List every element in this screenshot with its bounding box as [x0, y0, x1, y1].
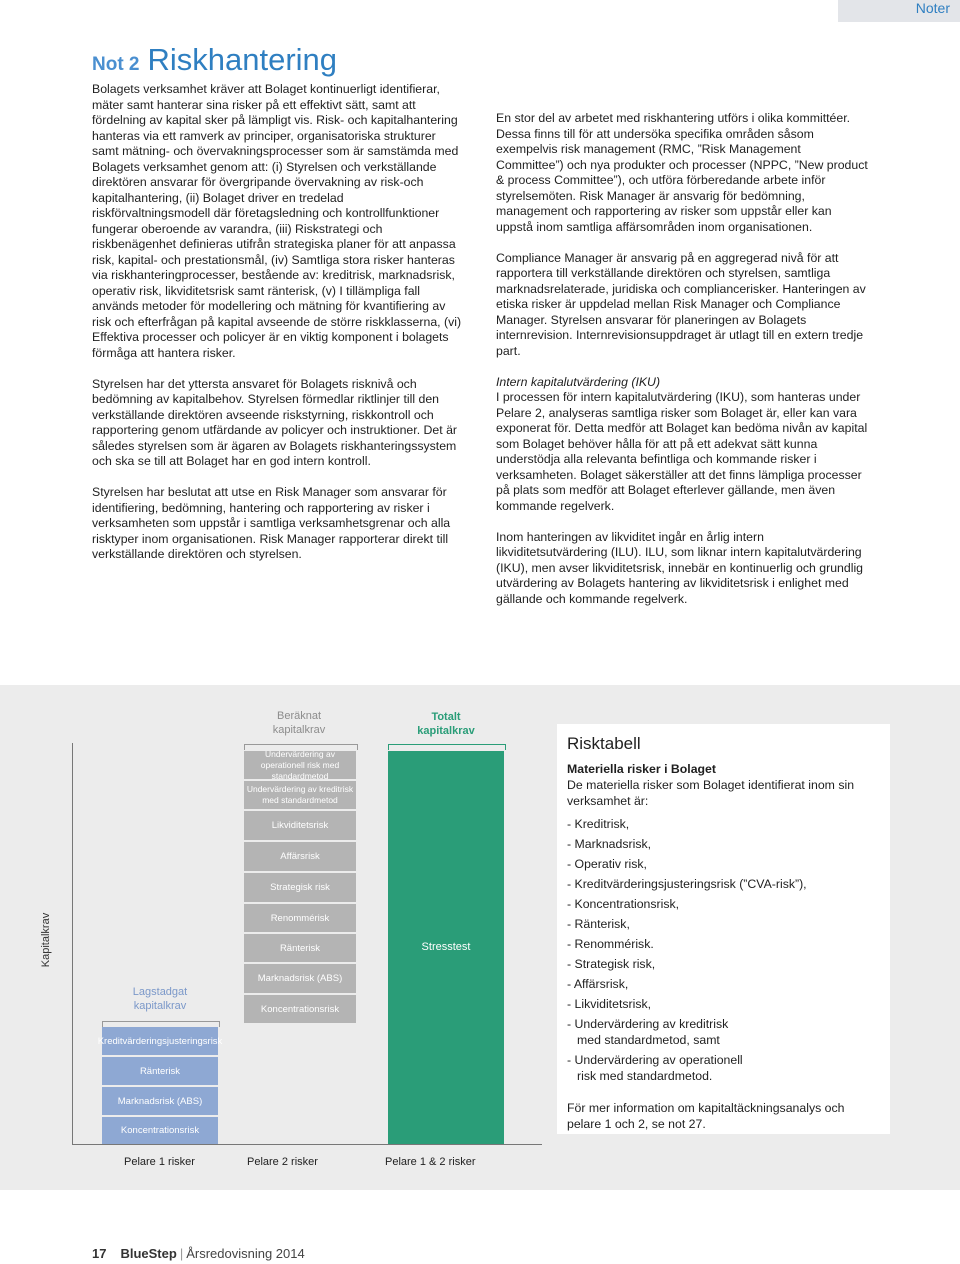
- page-footer: [92, 1246, 305, 1261]
- pelare12-label: Pelare 1 & 2 risker: [385, 1156, 476, 1168]
- paragraph: Bolagets verksamhet kräver att Bolaget kontinuerligt identifierar, mäter samt hanterar sina risker på ett effektivt sätt, samt att fördelning av kapital sker på lämpligt vis. Risk- och kapitalhantering hanteras via ett ramverk av principer, organisatoriska strukturer samt mätning- och övervakningsprocesser som är samstämda med Bolagets verksamhet genom att: (i) Styrelsen och verkställande direktören ansvarar för övergripande övervakning av risk-och kapitalhantering, (ii) Bolaget driver en tredelad riskförvaltningsmodell där företagsledning och kontrollfunktioner fungerar oberoende av varandra, (iii) Riskstrategi och riskbenägenhet definieras utifrån strategiska planer för att anpassa risk, kapital- och prestationsmål, (iv) Samtliga stora risker hanteras via riskhanteringprocesser, bestående av: kreditrisk, marknadsrisk, operativ risk, likviditetsrisk samt ränterisk, (v) I tillämpliga fall används metoder för modellering och mätning för kvantifiering av risk och efterfrågan på kapital avseende de större riskklasserna, (vi) Effektiva processer och policyer är en viktig komponent i bolagets förmåga att hantera risker.: [92, 82, 462, 360]
- pelare1-block: Ränterisk: [102, 1057, 218, 1085]
- section-tab-noter: Noter: [838, 0, 960, 22]
- list-item: - Likviditetsrisk,: [567, 997, 652, 1011]
- paragraph: Inom hanteringen av likviditet ingår en årlig intern likviditetsutvärdering (ILU). ILU, som liknar intern kapitalutvärdering (IKU), men avser likviditetsrisk, innebär en kontinuerlig och grundlig utvärdering av Bolagets hantering av likviditetsrisk i enlighet med gällande och kommande regelverk.: [496, 529, 864, 606]
- list-item: - Koncentrationsrisk,: [567, 897, 680, 911]
- publication-name: Årsredovisning 2014: [186, 1246, 305, 1261]
- list-item: - Marknadsrisk,: [567, 837, 652, 851]
- title-text: Riskhantering: [147, 42, 338, 77]
- list-item-line: - Undervärdering av kreditrisk: [567, 1017, 729, 1031]
- left-column: [92, 82, 464, 578]
- list-item: - Renommérisk.: [567, 937, 654, 951]
- right-column: [496, 111, 868, 623]
- list-item: - Operativ risk,: [567, 857, 647, 871]
- risktabell-subtitle: Materiella risker i Bolaget: [567, 762, 716, 776]
- paragraph: Compliance Manager är ansvarig på en aggregerad nivå för att rapportera till verkställande direktören och styrelsen, samtliga marknadsrelaterade, juridiska och compliancerisker. Hanteringen av etiska risker är uppdelad mellan Risk Manager och Compliance Manager. Styrelsen ansvarar för planeringen av Bolagets internrevision. Internrevisionsuppdraget är utlagt till en extern tredje part.: [496, 250, 866, 358]
- list-item: - Ränterisk,: [567, 917, 630, 931]
- total-bracket: [388, 744, 506, 750]
- stresstest-block: Stresstest: [388, 751, 504, 1144]
- pelare2-block: Strategisk risk: [244, 873, 356, 902]
- list-item-line: med standardmetod, samt: [577, 1033, 720, 1047]
- pelare2-block: Marknadsrisk (ABS): [244, 964, 356, 993]
- pelare2-label: Pelare 2 risker: [247, 1156, 318, 1168]
- iku-heading: Intern kapitalutvärdering (IKU): [496, 374, 661, 389]
- paragraph: Styrelsen har det yttersta ansvaret för Bolagets risknivå och bedömning av kapitalbehov. Styrelsen förmedlar riktlinjer till den verkställande direktören avseende riskstyrning, riskkontroll och rapportering genom utfärdande av policyer och instruktioner. Det är således styrelsen som är ägaren av Bolagets riskhanteringssystem och ska se till att Bolaget har en god intern kontroll.: [92, 376, 458, 468]
- pelare2-block: Ränterisk: [244, 934, 356, 962]
- pelare1-block: Marknadsrisk (ABS): [102, 1087, 218, 1115]
- note-number: Not 2: [92, 54, 140, 75]
- risktabell-title: Risktabell: [567, 734, 641, 753]
- page-number: 17: [92, 1246, 107, 1261]
- list-item: - Strategisk risk,: [567, 957, 656, 971]
- pelare2-block: Likviditetsrisk: [244, 811, 356, 840]
- list-item-line: risk med standardmetod.: [577, 1069, 713, 1083]
- pelare2-block: Undervärdering av kreditrisk med standardmetod: [244, 781, 356, 809]
- paragraph: Styrelsen har beslutat att utse en Risk Manager som ansvarar för identifiering, bedömning, hantering och rapportering av risker i verksamheten som uppstår i samtliga verksamhetsgrenar och alla risktyper inom organisationen. Risk Manager rapporterar direkt till verkställande direktören och styrelsen.: [92, 485, 451, 561]
- list-item: - Kreditvärderingsjusteringsrisk (”CVA-risk”),: [567, 877, 807, 891]
- y-axis-line: [72, 743, 73, 1144]
- footer-separator: |: [179, 1246, 184, 1261]
- list-item: - Affärsrisk,: [567, 977, 629, 991]
- brand-name: BlueStep: [120, 1246, 177, 1261]
- risktabell-card: [557, 724, 890, 1134]
- risktabell-intro: De materiella risker som Bolaget identifierat inom sin verksamhet är:: [567, 778, 855, 808]
- pelare1-header: Lagstadgat kapitalkrav: [132, 986, 188, 1012]
- risktabell-footnote: För mer information om kapitaltäckningsanalys och pelare 1 och 2, se not 27.: [567, 1101, 845, 1131]
- list-item: [567, 1014, 880, 1050]
- pelare2-block: Renommérisk: [244, 904, 356, 932]
- paragraph: En stor del av arbetet med riskhantering utförs i olika kommittéer. Dessa finns till för att undersöka specifika områden såsom exempelvis risk management (RMC, ”Risk Management Committee”) och nya produkter och processer (NPPC, ”New product & process Committee”), och utföra förberedande arbete inför styrelsemöten. Risk Manager är ansvarig för bedömning, management och rapportering av risker som uppstår eller kan uppstå inom samtliga affärsområden inom organisationen.: [496, 111, 868, 234]
- pelare2-block: Undervärdering av operationell risk med standardmetod: [244, 751, 356, 779]
- pelare1-block: Koncentrationsrisk: [102, 1117, 218, 1144]
- paragraph: I processen för intern kapitalutvärdering (IKU), som hanteras under Pelare 2, analyseras samtliga risker som Bolaget är, eller kan vara exponerat för. Detta medför att Bolaget kan bedöma nivån av kapital som Bolaget behöver hålla för att på ett adekvat sätt kunna understödja alla relevanta befintliga och kommande risker i verksamheten. Bolaget säkerställer att det finns lämpliga processer på plats som medför att Bolaget efterlever gällande, men även kommande regelverk.: [496, 390, 868, 513]
- page-title: [92, 42, 337, 78]
- risk-list: [567, 814, 880, 1086]
- list-item-line: - Undervärdering av operationell: [567, 1053, 743, 1067]
- pelare2-header: Beräknat kapitalkrav: [272, 710, 326, 736]
- x-axis-line: [72, 1144, 542, 1145]
- total-header: Totalt kapitalkrav: [417, 711, 475, 737]
- pelare1-block: Kreditvärderingsjusteringsrisk: [102, 1027, 218, 1055]
- list-item: [567, 1050, 880, 1086]
- pelare2-block: Koncentrationsrisk: [244, 995, 356, 1023]
- pelare1-label: Pelare 1 risker: [124, 1156, 195, 1168]
- list-item: - Kreditrisk,: [567, 817, 630, 831]
- pelare2-block: Affärsrisk: [244, 842, 356, 871]
- y-axis-label: Kapitalkrav: [40, 912, 52, 968]
